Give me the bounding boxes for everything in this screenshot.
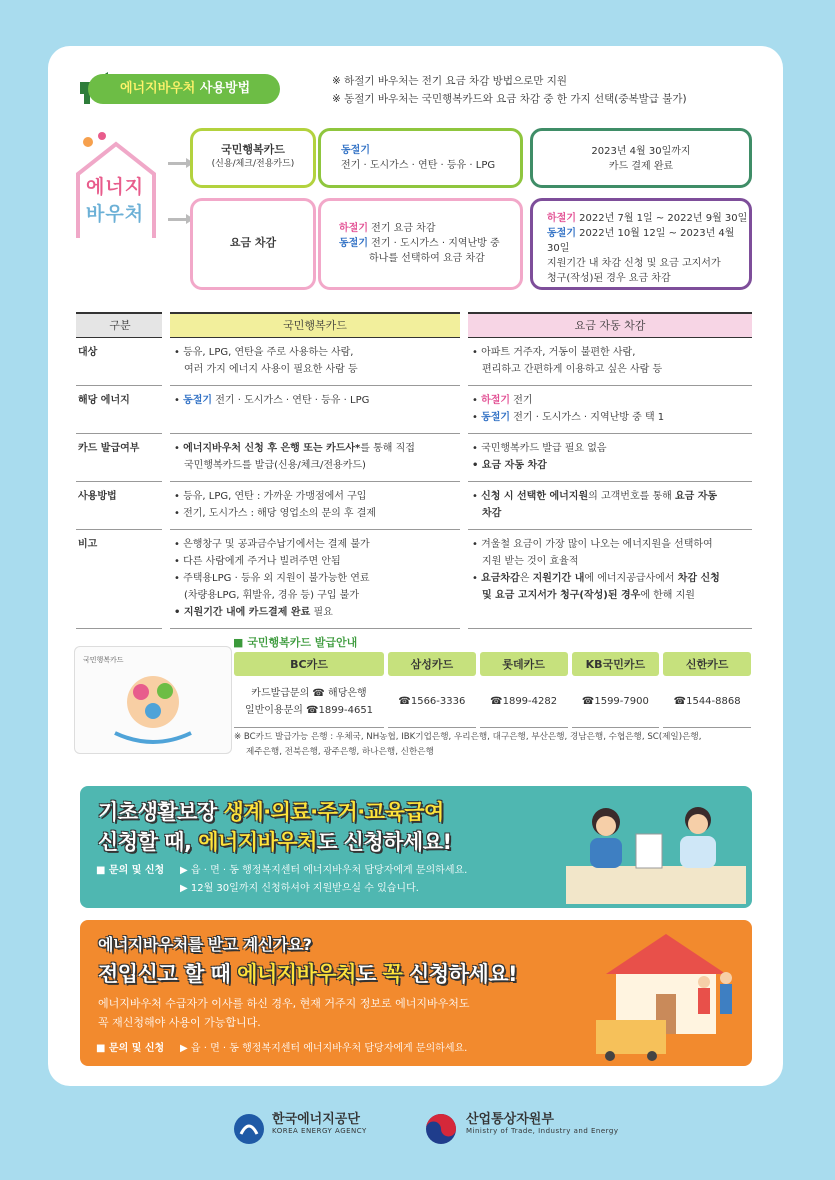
kea-logo-icon <box>232 1112 266 1146</box>
cell-text: 전기 · 도시가스 · 연탄 · 등유 · LPG <box>215 394 370 406</box>
cell-text: 를 통해 직접 <box>360 442 415 454</box>
deduct-detail-box <box>318 198 523 290</box>
cell-text: 신청 시 선택한 에너지원 <box>481 490 589 502</box>
cell-text: (차량용LPG, 휘발유, 경유 등) 구입 불가 <box>184 589 359 601</box>
banner1-text: 도 신청하세요! <box>316 830 452 854</box>
card-image-label: 국민행복카드 <box>83 656 124 664</box>
card-deadline-1: 2023년 4월 30일까지 <box>591 146 691 157</box>
banner2-desc <box>98 994 470 1032</box>
card-deadline-2: 카드 결제 완료 <box>608 161 674 172</box>
cell-text: • 겨울철 요금이 가장 많이 나오는 에너지원을 선택하여 <box>472 538 713 550</box>
cell-text: 에 에너지공급사에서 <box>584 572 675 584</box>
arrow-icon <box>168 218 190 221</box>
banner1-text: 기초생활보장 <box>98 800 224 824</box>
summer-label: 하절기 <box>339 223 368 234</box>
logo-line2: 바우처 <box>86 203 145 225</box>
issuer-bc: BC카드 <box>234 652 384 676</box>
row-label: 카드 발급여부 <box>76 433 162 481</box>
banner2-highlight: 에너지바우처 <box>237 962 356 986</box>
banner2-info: ▶ 읍 · 면 · 동 행정복지센터 에너지바우처 담당자에게 문의하세요. <box>180 1043 468 1054</box>
card-box <box>190 128 316 188</box>
summer-label: 하절기 <box>481 394 511 406</box>
kea-name-en: KOREA ENERGY AGENCY <box>272 1127 367 1135</box>
taegeuk-logo-icon <box>424 1112 458 1146</box>
cell-text: 여러 가지 에너지 사용이 필요한 사람 등 <box>184 363 358 375</box>
cell-text: • 국민행복카드 발급 필요 없음 <box>472 442 607 454</box>
period-summer: 2022년 7월 1일 ~ 2022년 9월 30일 <box>579 213 748 224</box>
phone-shinhan: ☎1544-8868 <box>663 676 751 728</box>
banner2-text: 도 <box>355 962 383 986</box>
banner1-line1 <box>98 796 444 826</box>
cell-text: • 아파트 거주자, 거동이 불편한 사람, <box>472 346 636 358</box>
banner2-text: 전입신고 할 때 <box>98 962 238 986</box>
deduct-period-box <box>530 198 752 290</box>
cell-text: 에너지바우처 신청 후 은행 또는 카드사* <box>183 442 361 454</box>
motie-name-en: Ministry of Trade, Industry and Energy <box>466 1127 619 1135</box>
cell-text: • 등유, LPG, 연탄을 주로 사용하는 사람, <box>174 346 354 358</box>
col-header-card: 국민행복카드 <box>170 313 460 337</box>
header-notes <box>332 72 687 108</box>
cell-text: 요금차감 <box>481 572 520 584</box>
logo-line1: 에너지 <box>86 176 145 198</box>
phone-samsung: ☎1566-3336 <box>388 676 476 728</box>
phone-kb: ☎1599-7900 <box>572 676 660 728</box>
cell-text: • 주택용LPG · 등유 외 지원이 불가능한 연료 <box>174 572 370 584</box>
row-label: 대상 <box>76 337 162 385</box>
cell-text: 요금 자동 <box>674 490 718 502</box>
winter-label: 동절기 <box>339 238 368 249</box>
note-winter: ※ 동절기 바우처는 국민행복카드와 요금 차감 중 한 가지 선택(중복발급 불가) <box>332 93 687 105</box>
period-summer-label: 하절기 <box>547 213 576 224</box>
voucher-logo <box>72 130 160 240</box>
cell-text: 차감 신청 <box>677 572 720 584</box>
summer-text: 전기 요금 차감 <box>371 223 436 234</box>
card-season: 동절기 <box>341 145 370 156</box>
table-row: 사용방법 • 등유, LPG, 연탄 : 가까운 가맹점에서 구입 • 전기, 도시가스 : 해당 영업소의 문의 후 결제 • 신청 시 선택한 에너지원의 고객번호를 통해 요금 자동 차감 <box>76 481 752 529</box>
period-note-1: 지원기간 내 차감 신청 및 요금 고지서가 <box>547 258 721 269</box>
cell-text: 은 <box>519 572 530 584</box>
period-note-2: 청구(작성)된 경우 요금 차감 <box>547 273 671 284</box>
banner1-info-1: ▶ 읍 · 면 · 동 행정복지센터 에너지바우처 담당자에게 문의하세요. <box>180 865 468 876</box>
bc-note-2: 제주은행, 전북은행, 광주은행, 하나은행, 신한은행 <box>246 747 434 757</box>
table-header <box>76 313 752 337</box>
inquiry-tag: ■ 문의 및 신청 <box>96 1043 165 1054</box>
note-summer: ※ 하절기 바우처는 전기 요금 차감 방법으로만 지원 <box>332 75 568 87</box>
section-title <box>88 74 280 104</box>
card-sub: (신용/체크/전용카드) <box>211 159 295 169</box>
deduct-box <box>190 198 316 290</box>
bc-bank-note <box>234 730 764 760</box>
bc-note-1: ※ BC카드 발급가능 은행 : 우체국, NH농협, IBK기업은행, 우리은행, 대구은행, 부산은행, 경남은행, 수협은행, SC(제일)은행, <box>234 732 702 742</box>
issuer-samsung: 삼성카드 <box>388 652 476 676</box>
cell-text: 및 요금 고지서가 청구(작성)된 경우 <box>482 589 641 601</box>
cell-text: • 다른 사람에게 주거나 빌려주면 안됨 <box>174 555 341 567</box>
table-row: 비고 • 은행창구 및 공과금수납기에서는 결제 불가 • 다른 사람에게 주거나 빌려주면 안됨 • 주택용LPG · 등유 외 지원이 불가능한 연료 (차량용LPG, 휘발유, 경유 등) 구입 불가 • 지원기간 내에 카드결제 완료 필요 • 겨울철 요금이 가장 많이 나오는 에너지원을 선택하여 지원 받는 것이 효율적 • 요금차감은 지원기간 내에 에너지공급사에서 차감 신청 및 요금 고지서가 청구(작성)된 경우에 한해 지원 <box>76 529 752 628</box>
winter-label: 동절기 <box>481 411 511 423</box>
row-label: 해당 에너지 <box>76 385 162 433</box>
issuer-shinhan: 신한카드 <box>663 652 751 676</box>
cell-text: 차감 <box>482 507 502 519</box>
banner1-highlight: 생계·의료·주거·교육급여 <box>223 800 444 824</box>
card-issuer-table <box>230 652 755 728</box>
banner1-line2 <box>98 826 452 856</box>
table-row <box>76 337 752 385</box>
banner1-text: 신청할 때, <box>98 830 199 854</box>
cell-text: • 요금 자동 차감 <box>472 459 547 471</box>
banner1-highlight: 에너지바우처 <box>198 830 317 854</box>
banner1-info-2: ▶ 12월 30일까지 신청하셔야 지원받으실 수 있습니다. <box>180 883 419 894</box>
card-title: 국민행복카드 <box>221 143 285 156</box>
winter-label: 동절기 <box>183 394 213 406</box>
period-winter-label: 동절기 <box>547 228 576 239</box>
bc-issue-line: 카드발급문의 ☎ 해당은행 <box>251 687 367 699</box>
cell-text: 에 한해 지원 <box>640 589 695 601</box>
table-row: 카드 발급여부 • 에너지바우처 신청 후 은행 또는 카드사*를 통해 직접 국민행복카드를 발급(신용/체크/전용카드) • 국민행복카드 발급 필요 없음 • 요금 자동 차감 <box>76 433 752 481</box>
issuer-phone-row <box>234 676 751 728</box>
title-highlight: 에너지바우처 <box>120 81 196 96</box>
cell-text: 전기 <box>513 394 533 406</box>
motie-name: 산업통상자원부 <box>466 1112 554 1127</box>
col-header-category: 구분 <box>76 313 162 337</box>
comparison-table <box>76 312 752 629</box>
cell-text: 전기 · 도시가스 · 지역난방 중 택 1 <box>513 411 665 423</box>
winter-text: 전기 · 도시가스 · 지역난방 중 <box>371 238 500 249</box>
moving-house-illustration <box>586 924 746 1062</box>
consultation-illustration <box>566 794 746 904</box>
cell-text: 지원기간 내 <box>532 572 585 584</box>
motie-logo <box>466 1108 619 1135</box>
issuer-kb: KB국민카드 <box>572 652 660 676</box>
cell-text: • 은행창구 및 공과금수납기에서는 결제 불가 <box>174 538 370 550</box>
issuer-lotte: 롯데카드 <box>480 652 568 676</box>
row-label: 비고 <box>76 529 162 628</box>
deduct-title: 요금 차감 <box>229 236 277 249</box>
cell-text: • 전기, 도시가스 : 해당 영업소의 문의 후 결제 <box>174 507 377 519</box>
winter-text-2: 하나를 선택하여 요금 차감 <box>369 253 485 264</box>
basic-living-banner <box>80 786 752 908</box>
col-header-deduct: 요금 자동 차감 <box>468 313 752 337</box>
title-rest: 사용방법 <box>199 81 251 96</box>
cell-text: 편리하고 간편하게 이용하고 싶은 사람 등 <box>482 363 663 375</box>
banner2-highlight: 꼭 <box>382 962 403 986</box>
inquiry-tag: ■ 문의 및 신청 <box>96 865 165 876</box>
kea-logo <box>272 1108 367 1135</box>
bc-general-line: 일반이용문의 ☎1899-4651 <box>244 704 374 716</box>
issuer-header-row <box>234 652 751 676</box>
cell-text: • 등유, LPG, 연탄 : 가까운 가맹점에서 구입 <box>174 490 367 502</box>
card-energy-box <box>318 128 523 188</box>
row-label: 사용방법 <box>76 481 162 529</box>
cell-text: 필요 <box>313 606 333 618</box>
banner2-line1: 에너지바우처를 받고 계신가요? <box>98 935 312 954</box>
card-deadline-box <box>530 128 752 188</box>
move-in-banner <box>80 920 752 1066</box>
card-energy: 전기 · 도시가스 · 연탄 · 등유 · LPG <box>341 160 496 171</box>
banner1-info <box>180 862 467 898</box>
banner2-desc-2: 꼭 재신청해야 사용이 가능합니다. <box>98 1016 261 1029</box>
cell-text: 의 고객번호를 통해 <box>588 490 672 502</box>
cell-text: 국민행복카드를 발급(신용/체크/전용카드) <box>184 459 366 471</box>
period-winter: 2022년 10월 12일 ~ 2023년 4월 30일 <box>547 228 735 254</box>
cell-text: • 지원기간 내에 카드결제 완료 <box>174 606 311 618</box>
page-sheet <box>48 46 783 1086</box>
arrow-icon <box>168 162 190 165</box>
banner2-text: 신청하세요! <box>402 962 518 986</box>
issue-section-title: ■ 국민행복카드 발급안내 <box>233 636 358 649</box>
banner2-line2 <box>98 958 517 988</box>
kea-name: 한국에너지공단 <box>272 1112 360 1127</box>
phone-lotte: ☎1899-4282 <box>480 676 568 728</box>
cell-text: 지원 받는 것이 효율적 <box>482 555 579 567</box>
happy-card-image <box>74 646 232 754</box>
banner2-desc-1: 에너지바우처 수급자가 이사를 하신 경우, 현재 거주지 정보로 에너지바우처도 <box>98 997 470 1010</box>
table-row: 해당 에너지 • 동절기 전기 · 도시가스 · 연탄 · 등유 · LPG • 하절기 전기 • 동절기 전기 · 도시가스 · 지역난방 중 택 1 <box>76 385 752 433</box>
